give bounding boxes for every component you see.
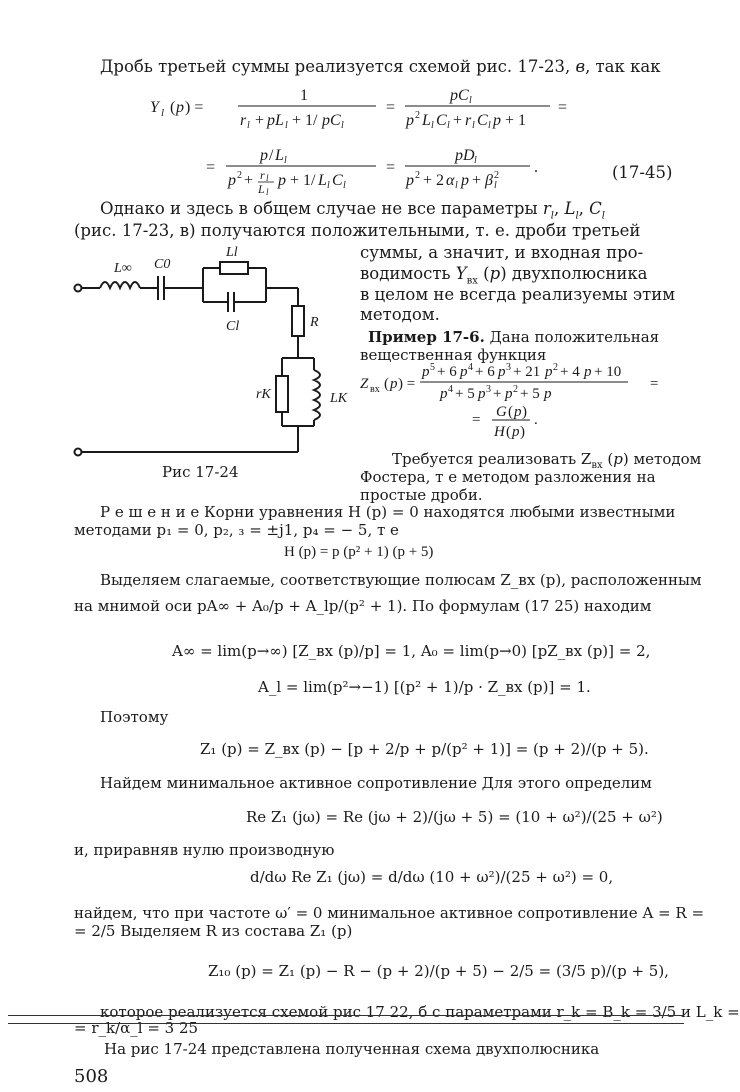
figure-caption: Рис 17-24	[162, 463, 239, 481]
svg-text:l: l	[161, 107, 165, 119]
select-line2: на мнимой оси pA∞ + A₀/p + A_lp/(p² + 1). По формулам (17 25) находим	[74, 597, 652, 615]
svg-text:p: p	[478, 386, 486, 402]
svg-text:2: 2	[415, 110, 420, 121]
task-line3: простые дроби.	[360, 486, 483, 504]
svg-text:+ 6: + 6	[437, 364, 457, 380]
svg-text:4: 4	[468, 362, 473, 373]
svg-text:L: L	[422, 112, 431, 129]
svg-text:l: l	[284, 155, 287, 166]
para2-line2: (рис. 17-23, в) получаются положительными, т. е. дроби третьей	[74, 221, 641, 240]
svg-text:l: l	[266, 173, 269, 183]
solution-line1: Р е ш е н и е Корни уравнения H (p) = 0 находятся любыми известными	[100, 503, 676, 521]
svg-text:p: p	[505, 386, 513, 402]
svg-text:pC: pC	[322, 112, 341, 129]
equation-z1: Z₁ (p) = Z_вх (p) − [p + 2/p + p/(p² + 1)] = (p + 2)/(p + 5).	[200, 740, 649, 758]
svg-text:p: p	[461, 172, 469, 189]
equation-yl	[150, 80, 673, 197]
svg-text:вх: вх	[370, 384, 380, 395]
svg-text:C: C	[436, 112, 447, 129]
resistor-ll	[220, 262, 248, 274]
svg-text:p: p	[406, 112, 414, 129]
svg-text:l: l	[472, 120, 475, 131]
svg-text:.: .	[534, 412, 538, 428]
resistor-rk	[276, 376, 288, 412]
task-line1: Требуется реализовать $Z_{вх}$ (p) методом	[392, 450, 702, 471]
svg-text:L: L	[258, 182, 265, 196]
svg-text:l: l	[488, 120, 491, 131]
svg-text:+ 5: + 5	[455, 386, 475, 402]
svg-text:): )	[522, 404, 527, 420]
label-lk: LK	[330, 391, 348, 406]
svg-text:=: =	[472, 412, 481, 428]
therefore-label: Поэтому	[100, 708, 169, 726]
label-linf: L∞	[114, 261, 132, 276]
svg-text:p: p	[514, 404, 522, 420]
svg-text:l: l	[469, 95, 472, 106]
svg-text:) =: ) =	[185, 99, 204, 116]
svg-text:2: 2	[553, 362, 558, 373]
rule-bottom	[8, 1023, 684, 1024]
svg-text:r: r	[260, 168, 265, 182]
svg-text:2: 2	[237, 170, 242, 181]
svg-text:l: l	[494, 180, 497, 191]
svg-text:.: .	[534, 159, 538, 176]
terminal-bottom	[75, 449, 82, 456]
svg-text:p: p	[512, 424, 520, 440]
svg-text:1: 1	[300, 87, 308, 104]
svg-text:l: l	[327, 180, 330, 191]
svg-text:3: 3	[486, 384, 491, 395]
equation-re: Re Z₁ (jω) = Re (jω + 2)/(jω + 5) = (10 + ω²)/(25 + ω²)	[246, 808, 663, 826]
svg-text:(: (	[384, 376, 389, 392]
label-rk: rK	[256, 387, 271, 402]
svg-text:p: p	[584, 364, 592, 380]
svg-text:5: 5	[430, 362, 435, 373]
svg-text:+ 1: + 1	[505, 112, 527, 129]
equation-number: (17-45)	[612, 163, 673, 182]
label-cl: Cl	[226, 319, 240, 334]
svg-text:l: l	[474, 155, 477, 166]
example-line2: вещественная функция	[360, 346, 547, 364]
svg-text:+ 5: + 5	[520, 386, 540, 402]
svg-text:2: 2	[415, 170, 420, 181]
para2-line3: суммы, а значит, и входная про-	[360, 243, 644, 262]
svg-text:(: (	[508, 404, 513, 420]
svg-text:Y: Y	[150, 99, 159, 116]
svg-text:C: C	[477, 112, 488, 129]
para2-line6: методом.	[360, 305, 440, 324]
svg-text:+ 2: + 2	[423, 172, 445, 189]
svg-text:2: 2	[494, 170, 499, 181]
svg-text:+ 10: + 10	[594, 364, 622, 380]
svg-text:+: +	[255, 112, 265, 129]
para2-line5: в целом не всегда реализуемы этим	[360, 285, 676, 304]
paragraph-intro: Дробь третьей суммы реализуется схемой рис. 17-23, в, так как	[100, 57, 661, 76]
find-line1: найдем, что при частоте ω′ = 0 минимальное активное сопротивление A = R =	[74, 904, 705, 922]
svg-text:H: H	[494, 424, 505, 440]
realized-line2: = r_k/α_l = 3 25	[74, 1019, 199, 1037]
svg-text:) =: ) =	[398, 376, 416, 392]
svg-text:pC: pC	[450, 87, 469, 104]
label-c0: C0	[154, 257, 171, 272]
inductor-lk	[314, 370, 320, 420]
final-line: На рис 17-24 представлена полученная схема двухполюсника	[104, 1040, 600, 1058]
page-number: 508	[74, 1066, 109, 1087]
svg-text:3: 3	[506, 362, 511, 373]
svg-text:Z: Z	[360, 376, 369, 392]
select-line1: Выделяем слагаемые, соответствующие полюсам Z_вх (p), расположенным	[100, 571, 702, 589]
svg-text:=: =	[386, 159, 396, 176]
para2-line4: водимость $Y_{вх}$ (p) двухполюсника	[360, 264, 648, 287]
svg-text:l: l	[431, 120, 434, 131]
svg-text:=: =	[558, 99, 568, 116]
svg-text:+ 6: + 6	[475, 364, 495, 380]
svg-text:L: L	[275, 147, 284, 164]
svg-text:=: =	[650, 376, 659, 392]
svg-text:/: /	[269, 147, 274, 164]
svg-text:pL: pL	[267, 112, 284, 129]
svg-text:p: p	[498, 364, 506, 380]
realized-line1: которое реализуется схемой рис 17 22, б с параметрами r_k = B_k = 3/5 и L_k =	[100, 1003, 740, 1021]
svg-text:+: +	[453, 112, 463, 129]
svg-text:L: L	[318, 172, 327, 189]
svg-text:+ 21: + 21	[513, 364, 541, 380]
svg-text:l: l	[447, 120, 450, 131]
and-equate-line: и, приравняв нулю производную	[74, 841, 335, 859]
svg-text:l: l	[247, 120, 250, 131]
svg-text:+: +	[472, 172, 482, 189]
find-min-line: Найдем минимальное активное сопротивление Для этого определим	[100, 774, 652, 792]
inductor-linf	[100, 282, 140, 288]
svg-text:p: p	[544, 386, 552, 402]
resistor-r	[292, 306, 304, 336]
svg-text:=: =	[386, 99, 396, 116]
equation-ainf: A∞ = lim(p→∞) [Z_вх (p)/p] = 1, A₀ = lim(p→0) [pZ_вх (p)] = 2,	[172, 642, 651, 660]
svg-text:p: p	[493, 112, 501, 129]
svg-text:p: p	[260, 147, 268, 164]
equation-h: H (p) = p (p² + 1) (p + 5)	[284, 544, 434, 560]
svg-text:4: 4	[448, 384, 453, 395]
svg-text:+ 4: + 4	[560, 364, 580, 380]
svg-text:): )	[520, 424, 525, 440]
rule-top	[8, 1015, 684, 1016]
task-line2: Фостера, т е методом разложения на	[360, 468, 656, 486]
example-line1: Пример 17-6. Дана положительная	[368, 328, 660, 346]
svg-text:+: +	[244, 172, 254, 189]
svg-text:l: l	[455, 180, 458, 191]
equation-z10: Z₁₀ (p) = Z₁ (p) − R − (p + 2)/(p + 5) − 2/5 = (3/5 p)/(p + 5),	[208, 962, 669, 980]
svg-text:p: p	[545, 364, 553, 380]
circuit-diagram	[68, 242, 358, 462]
svg-text:l: l	[266, 187, 269, 197]
label-r: R	[310, 315, 319, 330]
equation-zin	[360, 362, 700, 442]
svg-text:+ 1/: + 1/	[290, 172, 316, 189]
label-ll: Ll	[226, 245, 238, 260]
terminal-top	[75, 285, 82, 292]
svg-text:+: +	[493, 386, 502, 402]
svg-text:p: p	[460, 364, 468, 380]
svg-text:p: p	[176, 99, 184, 116]
svg-text:p: p	[422, 364, 430, 380]
svg-text:r: r	[240, 112, 247, 129]
svg-text:l: l	[343, 180, 346, 191]
svg-text:p: p	[406, 172, 414, 189]
svg-text:α: α	[446, 172, 455, 189]
svg-text:C: C	[332, 172, 343, 189]
find-line2: = 2/5 Выделяем R из состава Z₁ (p)	[74, 922, 353, 940]
svg-text:l: l	[341, 120, 344, 131]
para2-line1: Однако и здесь в общем случае не все параметры $r_l$, $L_l$, $C_l$	[100, 199, 605, 222]
svg-text:+ 1/: + 1/	[292, 112, 318, 129]
svg-text:(: (	[506, 424, 511, 440]
svg-text:=: =	[206, 159, 216, 176]
svg-text:G: G	[496, 404, 507, 420]
equation-deriv: d/dω Re Z₁ (jω) = d/dω (10 + ω²)/(25 + ω²) = 0,	[250, 868, 614, 886]
svg-text:2: 2	[513, 384, 518, 395]
solution-line2: методами p₁ = 0, p₂, ₃ = ±j1, p₄ = − 5, т е	[74, 521, 399, 539]
svg-text:p: p	[390, 376, 398, 392]
svg-text:β: β	[485, 172, 493, 189]
svg-text:p: p	[228, 172, 236, 189]
svg-text:r: r	[465, 112, 472, 129]
svg-text:(: (	[170, 99, 176, 116]
equation-al: A_l = lim(p²→−1) [(p² + 1)/p · Z_вх (p)] = 1.	[258, 678, 591, 696]
svg-text:pD: pD	[455, 147, 475, 164]
svg-text:p: p	[278, 172, 286, 189]
svg-text:p: p	[440, 386, 448, 402]
svg-text:l: l	[285, 120, 288, 131]
